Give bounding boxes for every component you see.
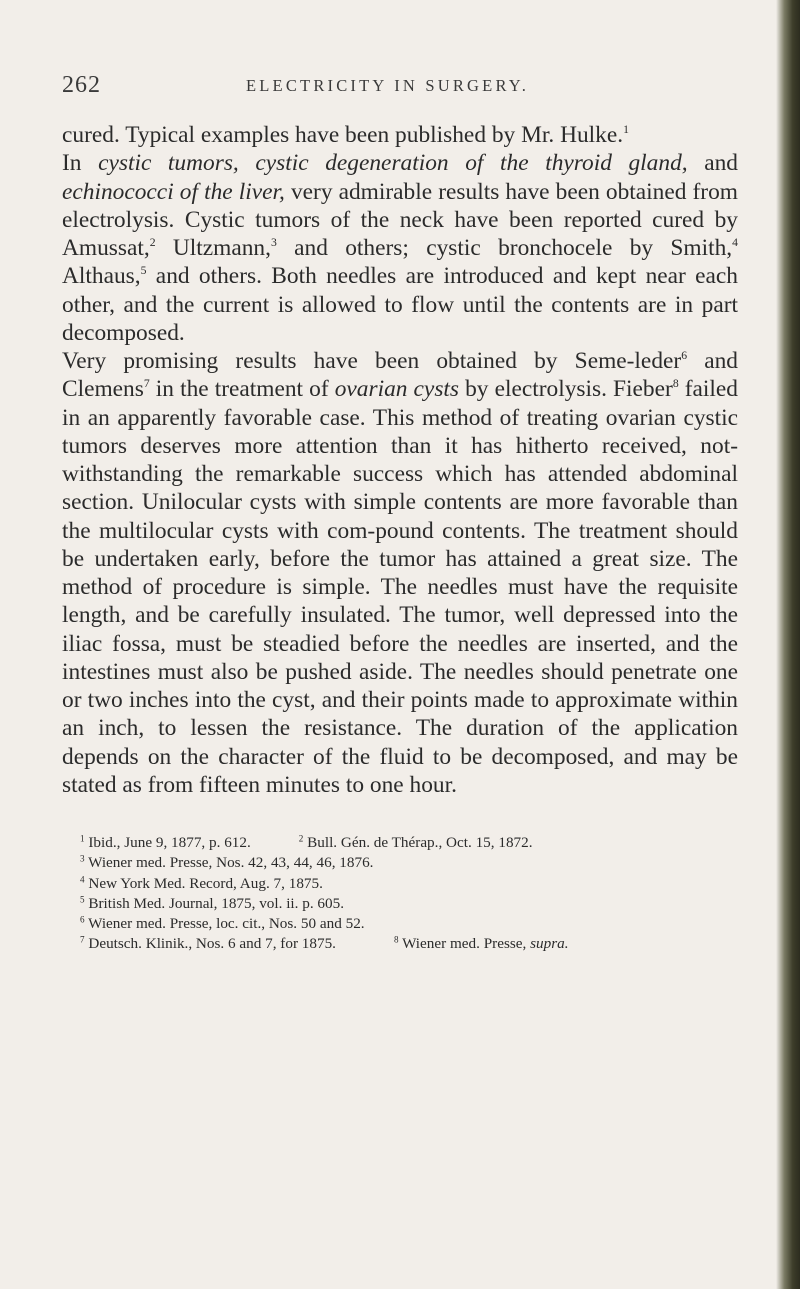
footnote-ref-3: 3 (270, 236, 277, 250)
page-edge-shadow (776, 0, 800, 1289)
footnote-ref-6: 6 (681, 349, 688, 363)
paragraph-2: In cystic tumors, cystic degeneration of the thyroid gland, and echinococci of the liver, very admirable results have been obtained from electrolysis. Cystic tumors of the neck have been reported cured by Amussat,$^2$ Ultzmann,$^3$ and others; cystic bronchocele by Smith,$^4$ Althaus,$^5$ and others. Both needles are introduced and kept near each other, and the current is allowed to flow until the contents are in part decomposed. (62, 150, 738, 346)
footnote-line-1-2: $^1$ Ibid., June 9, 1877, p. 612. $^2$ Bull. Gén. de Thérap., Oct. 15, 1872. (80, 833, 533, 851)
footnote-line-6: $^6$ Wiener med. Presse, loc. cit., Nos. 50 and 52. (80, 914, 365, 933)
footnote-ref-5: 5 (140, 264, 147, 278)
paragraph-1: cured. Typical examples have been published by Mr. Hulke.$^1$ (62, 122, 629, 148)
footnote-line-4: $^4$ New York Med. Record, Aug. 7, 1875. (80, 874, 323, 892)
footnote-ref-1: 1 (623, 123, 629, 137)
page-number: 262 (62, 72, 101, 98)
footnote-4: New York Med. Record, Aug. 7, 1875. (88, 874, 323, 892)
paragraph-3: Very promising results have been obtained by Seme-leder$^6$ and Clemens$^7$ in the treatment of ovarian cysts by electrolysis. Fieber$^8$ failed in an apparently favorable case. This method of treating ovarian cystic tumors deserves more attention than it has hitherto received, not-withstanding the remarkable success which has attended abdominal section. Unilocular cysts with simple contents are more favorable than the multilocular cysts with com-pound contents. The treatment should be undertaken early, before the tumor has attained a great size. The method of procedure is simple. The needles must have the requisite length, and be carefully insulated. The tumor, well depressed into the iliac fossa, must be steadied before the needles are inserted, and the intestines must also be pushed aside. The needles should penetrate one or two inches into the cyst, and their points made to approximate within an inch, to lessen the resistance. The duration of the application depends on the character of the fluid to be decomposed, and may be stated as from fifteen minutes to one hour. (62, 348, 738, 798)
footnote-5: British Med. Journal, 1875, vol. ii. p. 605. (88, 894, 345, 912)
footnote-ref-7: 7 (143, 377, 150, 391)
footnote-8: Wiener med. Presse, (402, 935, 531, 953)
footnote-3: Wiener med. Presse, Nos. 42, 43, 44, 46, 1876. (88, 854, 374, 872)
footnote-ref-8: 8 (672, 377, 679, 391)
footnote-line-5: $^5$ British Med. Journal, 1875, vol. ii. p. 605. (80, 894, 345, 912)
footnote-2: Bull. Gén. de Thérap., Oct. 15, 1872. (307, 834, 533, 851)
footnotes (80, 833, 760, 955)
footnote-ref-2: 2 (149, 236, 156, 250)
footnote-ref-4: 4 (732, 236, 738, 250)
footnote-1: Ibid., June 9, 1877, p. 612. (88, 834, 251, 851)
footnote-line-3: $^3$ Wiener med. Presse, Nos. 42, 43, 44, 46, 1876. (80, 853, 374, 872)
running-title: ELECTRICITY IN SURGERY. (246, 76, 530, 95)
footnote-6: Wiener med. Presse, loc. cit., Nos. 50 and 52. (88, 915, 365, 933)
footnote-7: Deutsch. Klinik., Nos. 6 and 7, for 1875. (88, 935, 336, 953)
footnote-line-7-8: $^7$ Deutsch. Klinik., Nos. 6 and 7, for 1875. $^8$ Wiener med. Presse, supra. (80, 935, 569, 953)
body-text (62, 121, 738, 799)
